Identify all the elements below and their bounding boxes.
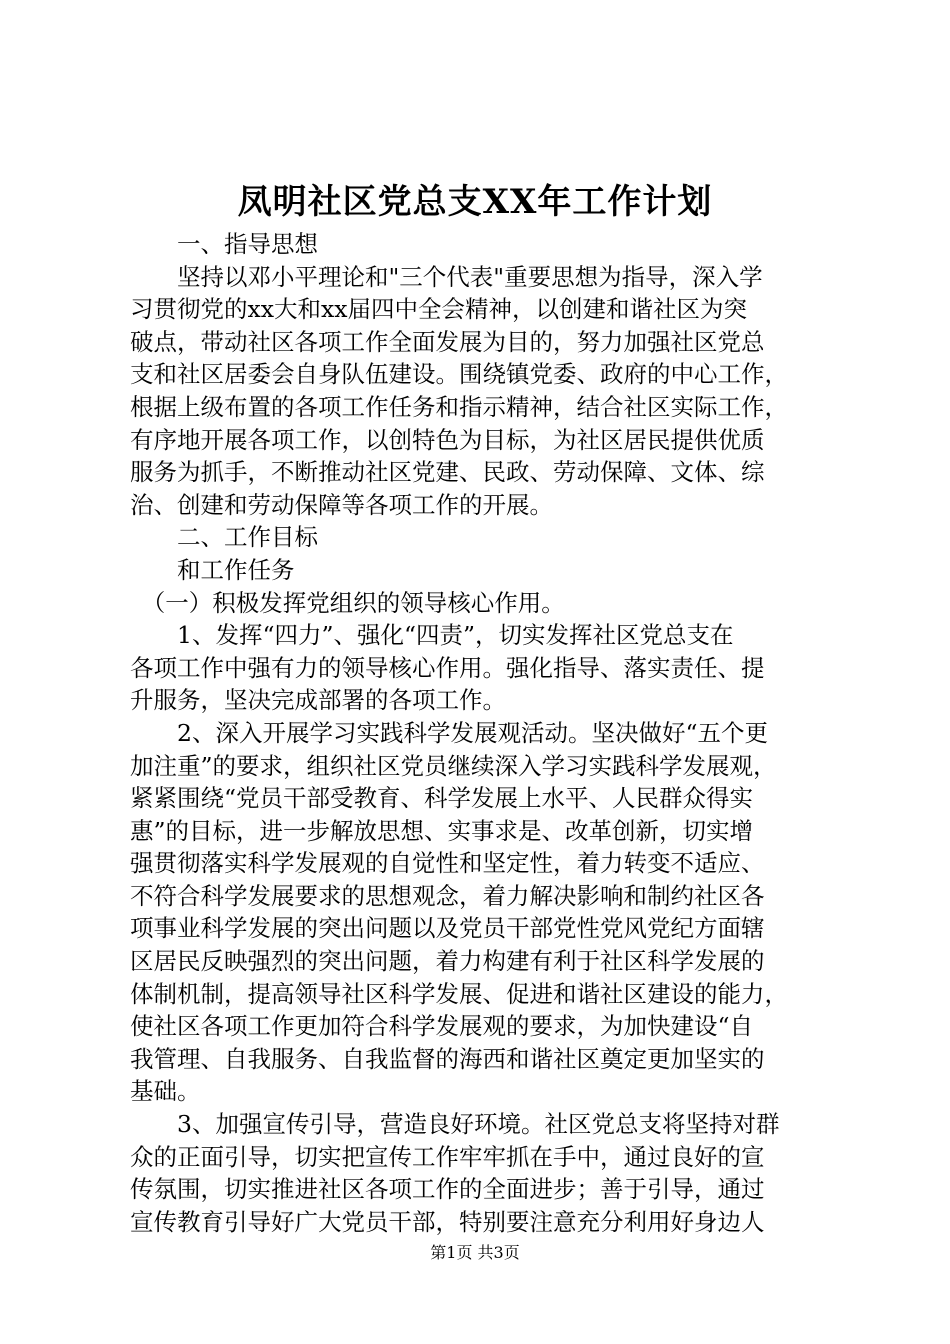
body-line: 和工作任务	[130, 555, 295, 584]
body-line: 坚持以邓小平理论和"三个代表"重要思想为指导，深入学	[130, 262, 763, 291]
body-line: 治、创建和劳动保障等各项工作的开展。	[130, 490, 553, 519]
body-line: 一、指导思想	[130, 230, 318, 258]
body-line: 习贯彻党的xx大和xx届四中全会精神，以创建和谐社区为突	[130, 295, 748, 324]
body-line: 支和社区居委会自身队伍建设。围绕镇党委、政府的中心工作，	[130, 360, 788, 389]
body-line: 区居民反映强烈的突出问题，着力构建有利于社区科学发展的	[130, 947, 765, 976]
body-line: 宣传教育引导好广大党员干部，特别要注意充分利用好身边人	[130, 1207, 765, 1236]
document-title: 凤明社区党总支XX年工作计划	[237, 182, 713, 222]
body-line: 3、加强宣传引导，营造良好环境。社区党总支将坚持对群	[130, 1110, 780, 1139]
body-line: 体制机制，提高领导社区科学发展、促进和谐社区建设的能力，	[130, 979, 788, 1008]
body-line: 紧紧围绕“党员干部受教育、科学发展上水平、人民群众得实	[130, 784, 754, 813]
body-line: 使社区各项工作更加符合科学发展观的要求，为加快建设“自	[130, 1012, 754, 1041]
body-line: 惠”的目标，进一步解放思想、实事求是、改革创新，切实增	[130, 816, 754, 845]
body-line: 二、工作目标	[130, 523, 318, 552]
body-line: 破点，带动社区各项工作全面发展为目的，努力加强社区党总	[130, 327, 765, 356]
body-line: 2、深入开展学习实践科学发展观活动。坚决做好“五个更	[130, 718, 768, 747]
body-line: 我管理、自我服务、自我监督的海西和谐社区奠定更加坚实的	[130, 1044, 765, 1073]
body-line: 项事业科学发展的突出问题以及党员干部党性党风党纪方面辖	[130, 914, 765, 943]
body-line: （一）积极发挥党组织的领导核心作用。	[130, 588, 565, 617]
body-line: 升服务，坚决完成部署的各项工作。	[130, 686, 506, 715]
body-line: 各项工作中强有力的领导核心作用。强化指导、落实责任、提	[130, 653, 765, 682]
body-line: 强贯彻落实科学发展观的自觉性和坚定性，着力转变不适应、	[130, 849, 765, 878]
body-line: 不符合科学发展要求的思想观念，着力解决影响和制约社区各	[130, 881, 765, 910]
body-line: 传氛围，切实推进社区各项工作的全面进步；善于引导，通过	[130, 1175, 765, 1204]
body-line: 有序地开展各项工作，以创特色为目标，为社区居民提供优质	[130, 425, 765, 454]
body-line: 根据上级布置的各项工作任务和指示精神，结合社区实际工作，	[130, 392, 788, 421]
document-body	[130, 228, 830, 1238]
body-line: 加注重”的要求，组织社区党员继续深入学习实践科学发展观，	[130, 751, 777, 780]
body-line: 1、发挥“四力”、强化“四责”，切实发挥社区党总支在	[130, 621, 734, 650]
page-footer: 第1页 共3页	[430, 1243, 520, 1262]
body-line: 众的正面引导，切实把宣传工作牢牢抓在手中，通过良好的宣	[130, 1142, 765, 1171]
body-line: 基础。	[130, 1077, 201, 1106]
body-line: 服务为抓手，不断推动社区党建、民政、劳动保障、文体、综	[130, 458, 765, 487]
